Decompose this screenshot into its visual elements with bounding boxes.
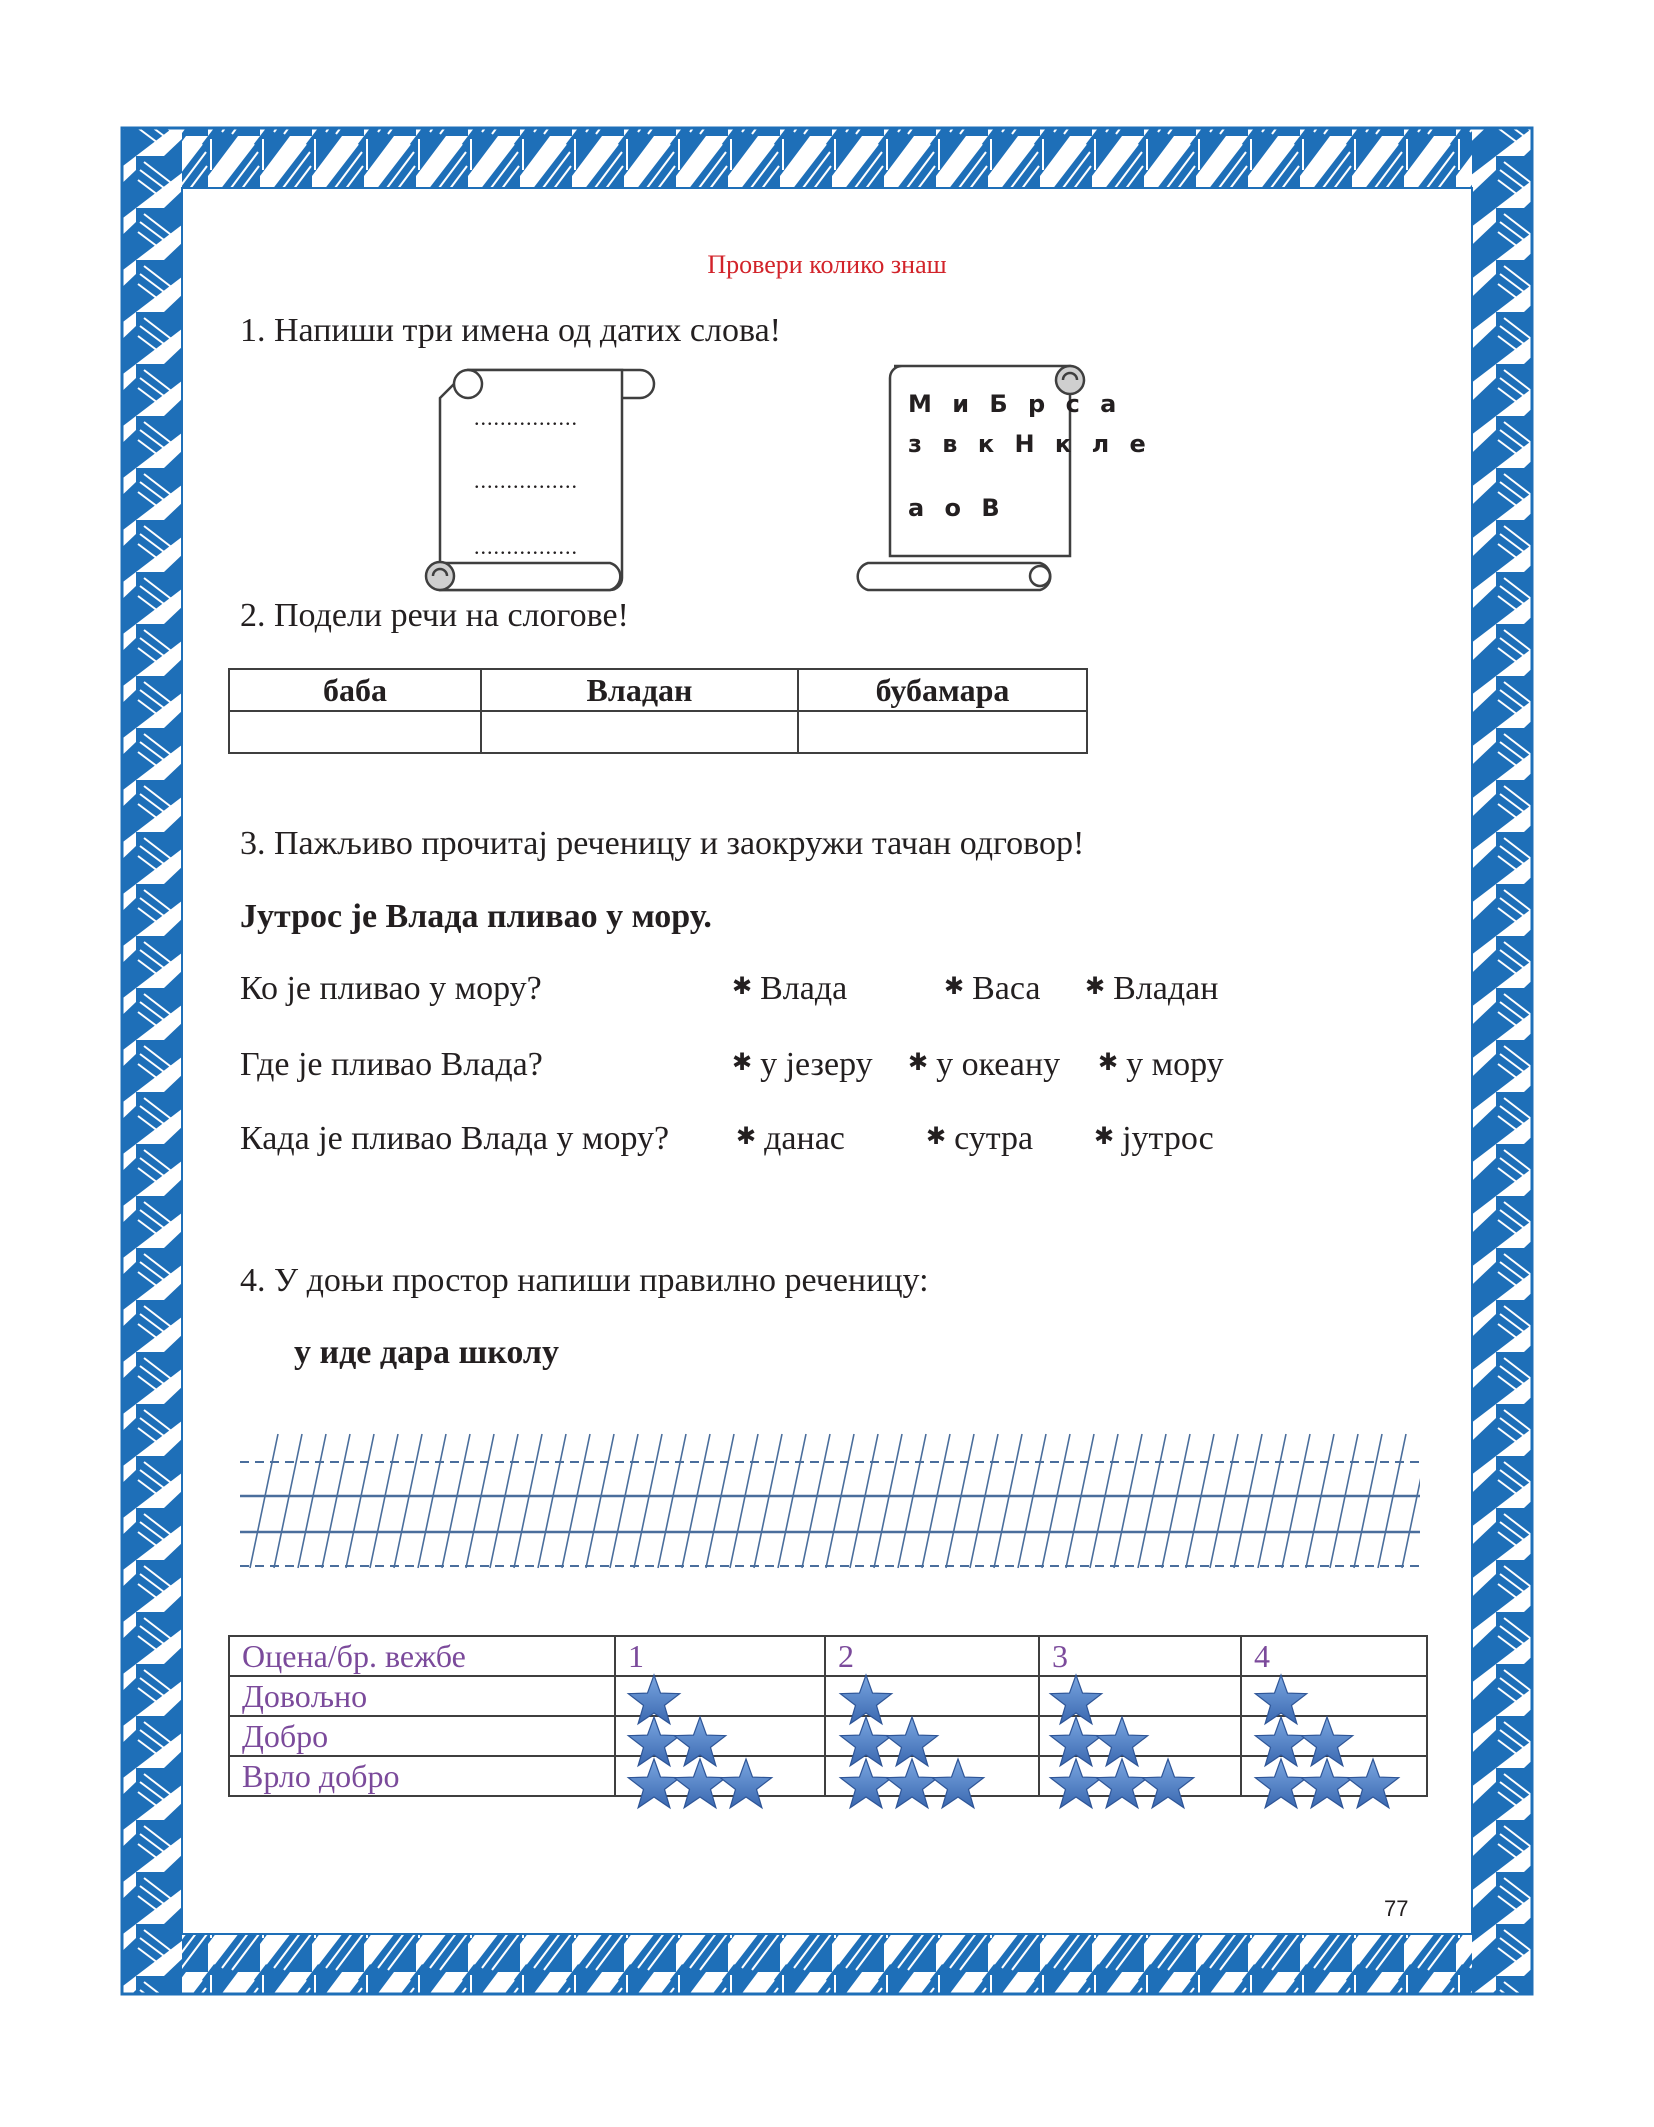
grade-cell[interactable]	[1039, 1676, 1241, 1716]
grade-cell[interactable]	[615, 1756, 825, 1796]
letters-row-2: з в к Н к л е	[908, 430, 1152, 458]
writing-lines[interactable]	[240, 1430, 1420, 1570]
task3-instruction: 3. Пажљиво прочитај реченицу и заокружи тачан одговор!	[240, 825, 1085, 862]
question-1: Ко је пливао у мору?	[240, 970, 542, 1007]
asterisk-icon: ✱	[926, 1124, 947, 1150]
exercise-2-header: 2	[825, 1636, 1039, 1676]
task4-instruction: 4. У доњи простор напиши правилно реченицу:	[240, 1262, 929, 1299]
q1-option-1-label: Влада	[760, 970, 848, 1007]
asterisk-icon: ✱	[1094, 1124, 1115, 1150]
exercise-3-header: 3	[1039, 1636, 1241, 1676]
level-dovoljno: Довољно	[229, 1676, 615, 1716]
q2-option-1-label: у језеру	[760, 1046, 873, 1083]
asterisk-icon: ✱	[736, 1124, 757, 1150]
page-title: Провери колико знаш	[707, 250, 947, 279]
word-baba: баба	[229, 669, 481, 711]
grade-cell[interactable]	[1241, 1676, 1427, 1716]
grade-header: Оцена/бр. вежбе	[229, 1636, 615, 1676]
asterisk-icon: ✱	[908, 1050, 929, 1076]
grading-table	[228, 1635, 1428, 1797]
grade-cell[interactable]	[825, 1716, 1039, 1756]
q3-option-3-label: јутрос	[1122, 1120, 1214, 1157]
task2-instruction: 2. Подели речи на слогове!	[240, 597, 629, 634]
word-vladan: Владан	[481, 669, 798, 711]
q3-option-2[interactable]	[926, 1120, 1033, 1158]
grade-cell[interactable]	[1241, 1716, 1427, 1756]
task3-sentence: Јутрос је Влада пливао у мору.	[240, 898, 712, 935]
question-3: Када је пливао Влада у мору?	[240, 1120, 670, 1157]
page-number: 77	[1384, 1896, 1409, 1921]
letters-row-1: М и Б р с а	[908, 390, 1123, 418]
q2-option-2[interactable]	[908, 1046, 1060, 1084]
level-vrlo-dobro: Врло добро	[229, 1756, 615, 1796]
answer-cell-bubamara[interactable]	[798, 711, 1087, 753]
asterisk-icon: ✱	[732, 974, 753, 1000]
q1-option-3[interactable]	[1085, 970, 1218, 1008]
question-2: Где је пливао Влада?	[240, 1046, 543, 1083]
grade-cell[interactable]	[825, 1756, 1039, 1796]
grade-cell[interactable]	[825, 1676, 1039, 1716]
grade-cell[interactable]	[615, 1676, 825, 1716]
answer-cell-vladan[interactable]	[481, 711, 798, 753]
q2-option-1[interactable]	[732, 1046, 873, 1084]
q2-option-3-label: у мору	[1126, 1046, 1224, 1083]
scrambled-sentence: у иде дара школу	[294, 1334, 559, 1371]
exercise-1-header: 1	[615, 1636, 825, 1676]
grade-cell[interactable]	[1241, 1756, 1427, 1796]
q2-option-2-label: у океану	[936, 1046, 1061, 1083]
grade-cell[interactable]	[1039, 1716, 1241, 1756]
asterisk-icon: ✱	[1085, 974, 1106, 1000]
q3-option-3[interactable]	[1094, 1120, 1214, 1158]
task1-instruction: 1. Напиши три имена од датих слова!	[240, 312, 781, 349]
level-dobro: Добро	[229, 1716, 615, 1756]
blank-line-3[interactable]: ................	[474, 534, 578, 559]
blank-line-2[interactable]: ................	[474, 468, 578, 493]
q3-option-1[interactable]	[736, 1120, 845, 1158]
q3-option-2-label: сутра	[954, 1120, 1034, 1157]
answer-cell-baba[interactable]	[229, 711, 481, 753]
q1-option-1[interactable]	[732, 970, 847, 1008]
exercise-4-header: 4	[1241, 1636, 1427, 1676]
asterisk-icon: ✱	[1098, 1050, 1119, 1076]
syllable-table	[228, 668, 1088, 754]
q1-option-3-label: Владан	[1113, 970, 1219, 1007]
asterisk-icon: ✱	[732, 1050, 753, 1076]
grade-cell[interactable]	[1039, 1756, 1241, 1796]
asterisk-icon: ✱	[944, 974, 965, 1000]
letters-row-3: а о В	[908, 494, 1006, 522]
q1-option-2[interactable]	[944, 970, 1040, 1008]
q1-option-2-label: Васа	[972, 970, 1041, 1007]
word-bubamara: бубамара	[798, 669, 1087, 711]
blank-line-1[interactable]: ................	[474, 405, 578, 430]
grade-cell[interactable]	[615, 1716, 825, 1756]
q2-option-3[interactable]	[1098, 1046, 1224, 1084]
q3-option-1-label: данас	[764, 1120, 845, 1157]
